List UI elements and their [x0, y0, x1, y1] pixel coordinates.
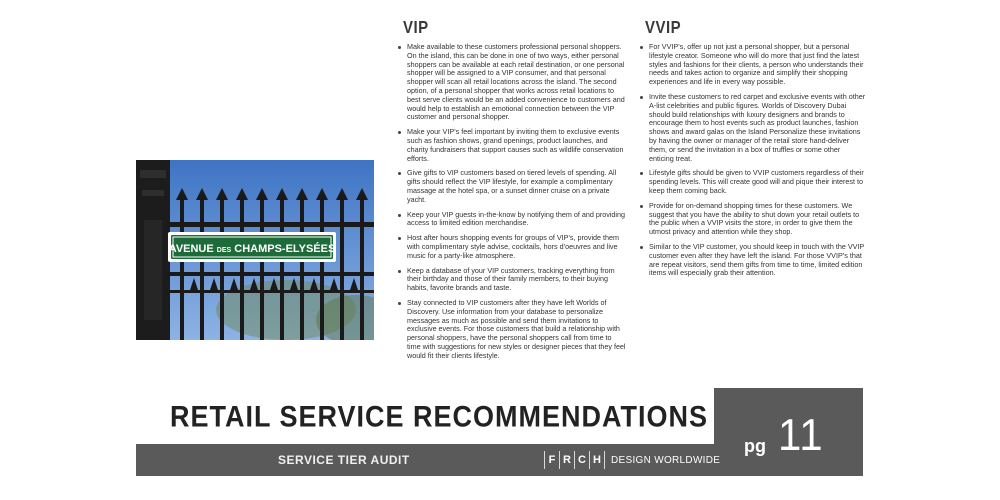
vip-item: Give gifts to VIP customers based on tiered levels of spending. All gifts should reflect the VIP lifestyle, for example a complimentary massage at the hotel spa, or a sunset dinner cruise on a private yacht.: [398, 169, 626, 204]
vip-heading: VIP: [403, 18, 429, 38]
title-band: [136, 400, 714, 440]
vvip-item: Similar to the VIP customer, you should keep in touch with the VVIP customer even after they have left the island. For those VVIP’s that are repeat visitors, send them gifts from time to time, limited edition items will especially grab their attention.: [640, 243, 866, 278]
vip-item: Host after hours shopping events for groups of VIP’s, provide them with complimentary style advise, cocktails, hors d’oeuvres and live music for a party-like atmosphere.: [398, 234, 626, 260]
vip-item: Keep your VIP guests in-the-know by notifying them of and providing access to limited edition merchandise.: [398, 211, 626, 229]
logo-letter: C: [574, 451, 589, 469]
vvip-item: Lifestyle gifts should be given to VVIP customers regardless of their spending levels. This will create good will and pique their interest to keep them coming back.: [640, 169, 866, 195]
vip-list: [398, 43, 626, 361]
street-sign-text: AVENUE DES CHAMPS-ELYSÉES: [168, 243, 336, 255]
vvip-heading: VVIP: [645, 18, 682, 38]
vip-column: [398, 18, 626, 367]
vip-item: Keep a database of your VIP customers, tracking everything from their birthday and those of their family members, to their buying habits, favorite brands and taste.: [398, 267, 626, 293]
vvip-item: Invite these customers to red carpet and exclusive events with other A-list celebrities and public figures. Worlds of Discovery Dubai should build relationships with luxury designers and brands to encourage them to host events such as product launches, fashion shows and award galas on the Island Personalize these invitations by having the owner or manager of the retail store hand-deliver them, or send the invitation in a box of truffles or some other enticing treat.: [640, 93, 866, 163]
vvip-column: [640, 18, 866, 284]
section-subtitle: SERVICE TIER AUDIT: [278, 453, 410, 467]
frch-logo: [544, 444, 720, 476]
vvip-list: [640, 43, 866, 278]
vvip-item: Provide for on-demand shopping times for these customers. We suggest that you have the ability to shut down your retail outlets to the public when a VVIP visits the store, in order to give them the utmost privacy and attention while they shop.: [640, 202, 866, 237]
vip-item: Make your VIP’s feel important by inviting them to exclusive events such as fashion shows, grand openings, product launches, and charity fundraisers that support causes such as wildlife conservation efforts.: [398, 128, 626, 163]
vip-item: Make available to these customers professional personal shoppers. On the island, this can be done in one of two ways, either personal shoppers can be available at each retail destination, or one personal shopper will be assigned to a VIP consumer, and that personal shopper will scan all retail locations across the island. The second option, of a personal shopper that works across retail locations to best serve clients would be an added convenience to customers and would help to establish an emotional connection between the VIP customer and personal shopper.: [398, 43, 626, 122]
logo-letter: F: [544, 451, 559, 469]
page-title: RETAIL SERVICE RECOMMENDATIONS: [169, 400, 708, 433]
page-number: 11: [778, 410, 824, 460]
vip-item: Stay connected to VIP customers after they have left Worlds of Discovery. Use information from your database to personalize messages as much as possible and send them invitations to exclusive events. For those customers that build a relationship with personal shoppers, have the personal shoppers call from time to time with suggestions for new styles or designer pieces that they feel would fit their clients lifestyle.: [398, 299, 626, 361]
street-sign-photo: [136, 160, 374, 340]
page-prefix: pg: [744, 436, 766, 456]
vvip-item: For VVIP’s, offer up not just a personal shopper, but a personal lifestyle creator. Someone who will do more that just find the latest styles and fashions for their clients, a person who understands their needs and takes action to organize and simplify their shopping experiences and life in every way possible.: [640, 43, 866, 87]
logo-letters: [544, 451, 605, 469]
logo-tagline: DESIGN WORLDWIDE: [611, 454, 721, 466]
street-sign-illustration: [136, 160, 374, 340]
logo-letter: H: [589, 451, 605, 469]
logo-letter: R: [559, 451, 574, 469]
